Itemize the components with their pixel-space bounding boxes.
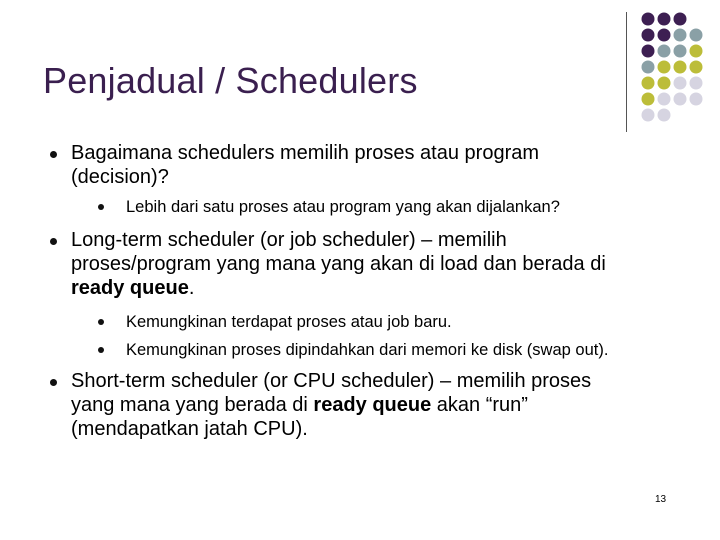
subbullet-dot xyxy=(98,347,104,353)
slide-title: Penjadual / Schedulers xyxy=(43,60,418,101)
decorative-dot xyxy=(658,13,671,26)
title-divider xyxy=(626,12,627,132)
decorative-dot xyxy=(690,93,703,106)
decorative-dot xyxy=(674,13,687,26)
page-number: 13 xyxy=(655,494,667,505)
subbullet-2-text: Kemungkinan terdapat proses atau job baru. xyxy=(126,313,452,331)
bullet-1-line-1: Bagaimana schedulers memilih proses atau program xyxy=(71,142,540,164)
decorative-dot xyxy=(674,45,687,58)
decorative-dot xyxy=(658,61,671,74)
decorative-dot xyxy=(674,93,687,106)
decorative-dot xyxy=(674,77,687,90)
bullet-3-line-3: (mendapatkan jatah CPU). xyxy=(71,418,308,440)
bullet-2-period: . xyxy=(188,277,195,299)
decorative-dot xyxy=(690,61,703,74)
decorative-dot xyxy=(674,29,687,42)
ready-queue-term: ready queue xyxy=(313,394,432,416)
decorative-dot xyxy=(642,13,655,26)
bullet-2-line-1: Long-term scheduler (or job scheduler) – memilih xyxy=(71,229,507,251)
ready-queue-term: ready queue xyxy=(71,277,189,299)
decorative-dot xyxy=(658,45,671,58)
subbullet-dot xyxy=(98,204,104,210)
decorative-dot xyxy=(658,109,671,122)
bullet-dot xyxy=(50,379,57,386)
decorative-dot xyxy=(690,45,703,58)
bullet-2-line-3 xyxy=(71,276,701,300)
decorative-dot xyxy=(658,77,671,90)
bullet-3-line-2-start: yang mana yang berada di xyxy=(71,394,314,416)
decorative-dot xyxy=(642,45,655,58)
decorative-dot xyxy=(642,61,655,74)
subbullet-3-text: Kemungkinan proses dipindahkan dari memori ke disk (swap out). xyxy=(126,341,609,359)
decorative-dot xyxy=(690,77,703,90)
bullet-dot xyxy=(50,151,57,158)
bullet-3-line-1: Short-term scheduler (or CPU scheduler) – memilih proses xyxy=(71,370,592,392)
decorative-dot xyxy=(642,77,655,90)
bullet-dot xyxy=(50,238,57,245)
decorative-dot xyxy=(642,109,655,122)
bullet-3-line-2-end: akan “run” xyxy=(431,394,528,416)
decorative-dot xyxy=(658,93,671,106)
decorative-dot xyxy=(674,61,687,74)
bullet-1-line-2: (decision)? xyxy=(71,166,169,188)
subbullet-1-text: Lebih dari satu proses atau program yang akan dijalankan? xyxy=(126,198,560,216)
decorative-dot xyxy=(642,29,655,42)
bullet-3-line-2 xyxy=(71,393,701,417)
decorative-dot-grid xyxy=(640,12,720,132)
decorative-dot xyxy=(658,29,671,42)
bullet-2-line-2: proses/program yang mana yang akan di load dan berada di xyxy=(71,253,606,275)
decorative-dot xyxy=(690,29,703,42)
decorative-dot xyxy=(642,93,655,106)
subbullet-dot xyxy=(98,319,104,325)
